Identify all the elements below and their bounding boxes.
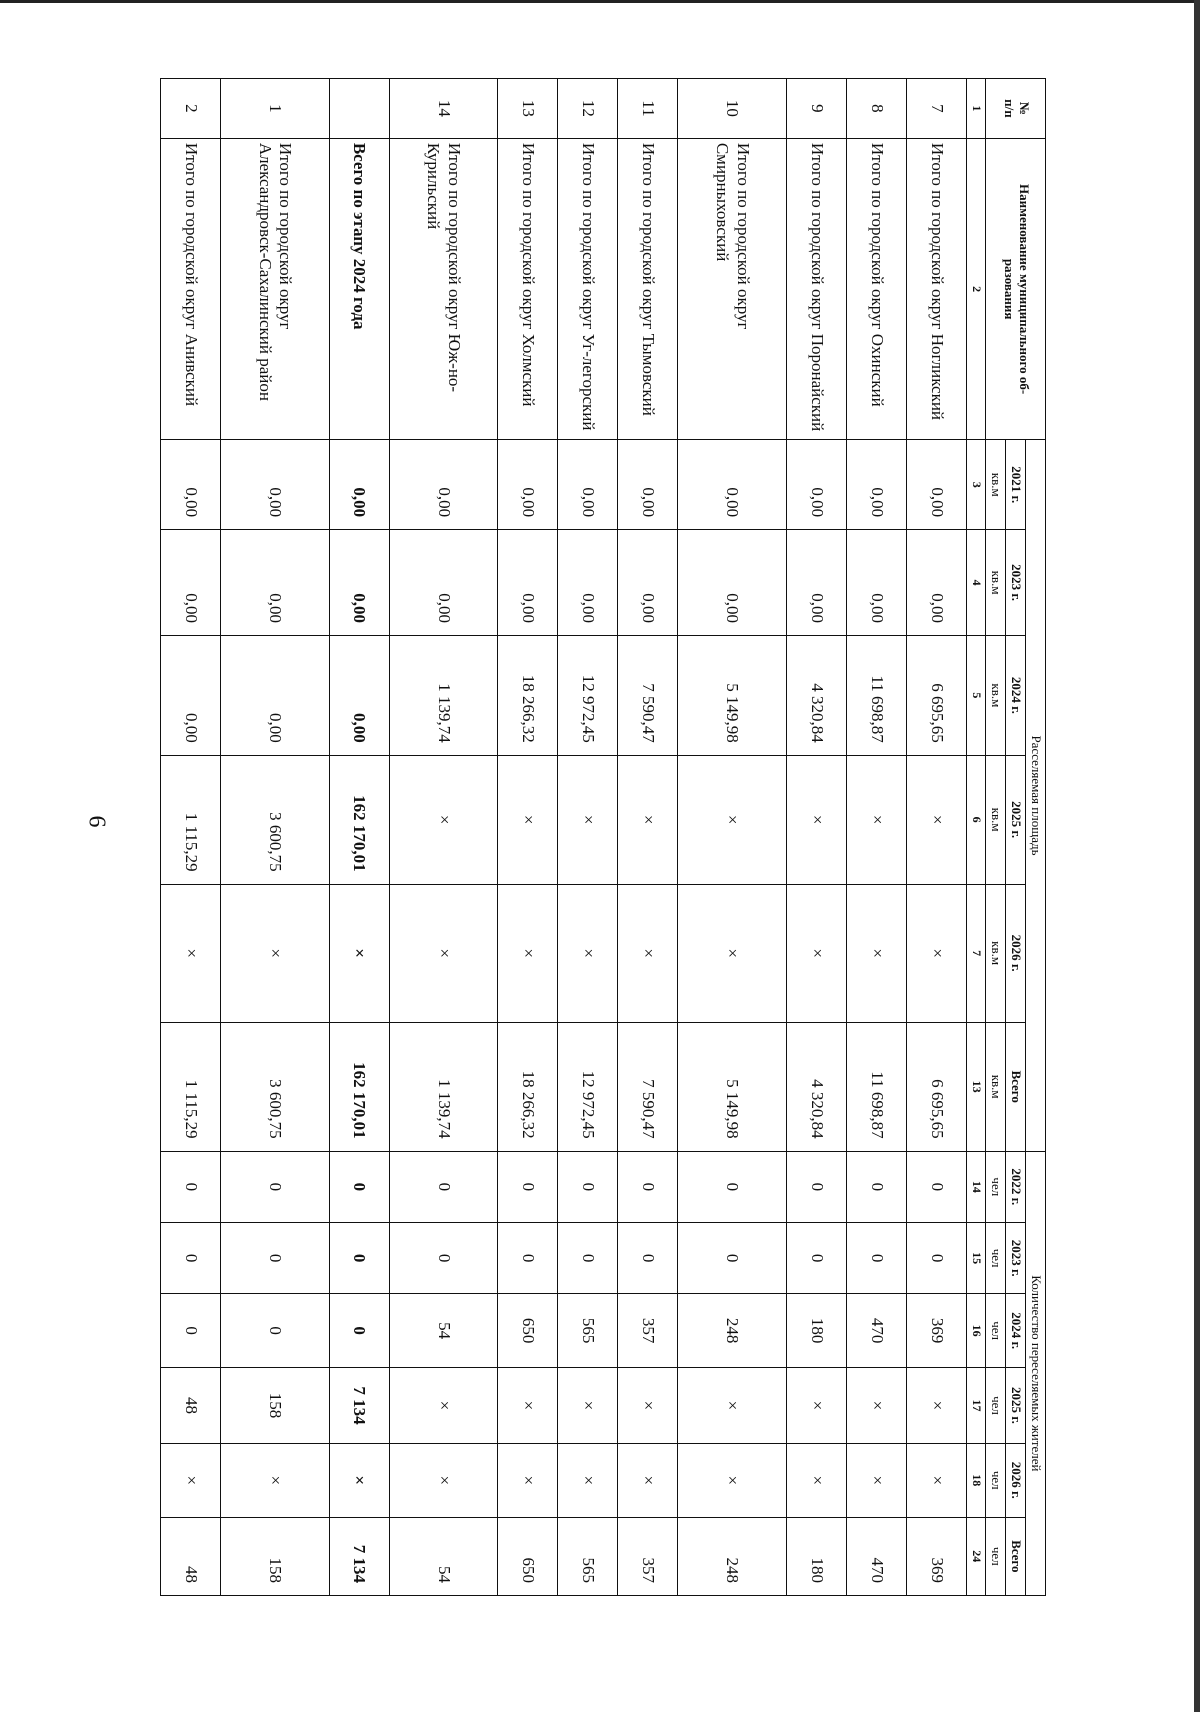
people-total: 369 (907, 1517, 967, 1595)
people-total: 248 (678, 1517, 786, 1595)
area-2021: 0,00 (618, 440, 678, 530)
municipality-name: Итого по городской округ Анивский (161, 138, 221, 440)
area-2026: × (389, 884, 497, 1022)
area-2021: 0,00 (389, 440, 497, 530)
people-2026: × (329, 1443, 389, 1517)
area-total: 12 972,45 (558, 1022, 618, 1151)
people-2024: 54 (389, 1294, 497, 1368)
header-municipality: Наименование муниципального об- разования (986, 138, 1046, 440)
people-2025: × (618, 1367, 678, 1443)
header-area-year: 2024 г. (1006, 636, 1026, 756)
people-total: 48 (161, 1517, 221, 1595)
area-2021: 0,00 (498, 440, 558, 530)
people-2026: × (846, 1443, 906, 1517)
row-number: 14 (389, 79, 497, 139)
area-2023: 0,00 (558, 530, 618, 636)
area-2024: 7 590,47 (618, 636, 678, 756)
municipality-name: Итого по городской округ Александровск-Сахалинский район (221, 138, 329, 440)
people-2026: × (678, 1443, 786, 1517)
area-2026: × (678, 884, 786, 1022)
header-column-number: 2 (967, 138, 986, 440)
header-column-number: 3 (967, 440, 986, 530)
people-2022: 0 (221, 1151, 329, 1222)
row-number: 1 (221, 79, 329, 139)
row-number: 8 (846, 79, 906, 139)
people-2026: × (786, 1443, 846, 1517)
area-2026: × (221, 884, 329, 1022)
area-2024: 1 139,74 (389, 636, 497, 756)
header-column-number: 4 (967, 530, 986, 636)
area-2026: × (329, 884, 389, 1022)
header-people-year: 2022 г. (1006, 1151, 1026, 1222)
area-2023: 0,00 (389, 530, 497, 636)
people-2026: × (618, 1443, 678, 1517)
people-2023: 0 (389, 1222, 497, 1293)
header-people-year: 2023 г. (1006, 1222, 1026, 1293)
people-total: 54 (389, 1517, 497, 1595)
area-total: 1 139,74 (389, 1022, 497, 1151)
resettlement-table (160, 78, 1046, 1596)
header-people-year: 2026 г. (1006, 1443, 1026, 1517)
area-total: 5 149,98 (678, 1022, 786, 1151)
municipality-name: Итого по городской округ Ногликский (907, 138, 967, 440)
area-2021: 0,00 (221, 440, 329, 530)
area-2025: 3 600,75 (221, 755, 329, 884)
area-2026: × (498, 884, 558, 1022)
people-total: 357 (618, 1517, 678, 1595)
area-2025: × (558, 755, 618, 884)
people-2025: 7 134 (329, 1367, 389, 1443)
area-2024: 0,00 (161, 636, 221, 756)
people-2024: 248 (678, 1294, 786, 1368)
scan-top-edge (0, 0, 1200, 3)
people-2024: 369 (907, 1294, 967, 1368)
table-row (786, 79, 846, 1596)
header-column-number: 13 (967, 1022, 986, 1151)
people-2022: 0 (618, 1151, 678, 1222)
people-2023: 0 (329, 1222, 389, 1293)
area-2021: 0,00 (907, 440, 967, 530)
header-group-row (1026, 79, 1046, 1596)
area-2023: 0,00 (678, 530, 786, 636)
header-column-number: 6 (967, 755, 986, 884)
header-area-unit: кв.м (986, 636, 1006, 756)
area-2023: 0,00 (161, 530, 221, 636)
people-2022: 0 (678, 1151, 786, 1222)
table-row (389, 79, 497, 1596)
people-2025: × (558, 1367, 618, 1443)
municipality-name: Итого по городской округ Поронайский (786, 138, 846, 440)
people-2023: 0 (786, 1222, 846, 1293)
people-2022: 0 (786, 1151, 846, 1222)
header-area-unit: кв.м (986, 884, 1006, 1022)
area-2026: × (907, 884, 967, 1022)
header-column-number: 7 (967, 884, 986, 1022)
row-number: 9 (786, 79, 846, 139)
people-2023: 0 (558, 1222, 618, 1293)
people-2023: 0 (678, 1222, 786, 1293)
area-2025: × (907, 755, 967, 884)
header-column-number: 1 (967, 79, 986, 139)
people-2025: × (846, 1367, 906, 1443)
area-2023: 0,00 (846, 530, 906, 636)
area-2026: × (846, 884, 906, 1022)
people-2026: × (161, 1443, 221, 1517)
municipality-name: Итого по городской округ Юж-но-Курильский (389, 138, 497, 440)
area-2025: × (618, 755, 678, 884)
area-2023: 0,00 (907, 530, 967, 636)
row-number: 11 (618, 79, 678, 139)
table-row (221, 79, 329, 1596)
header-people-unit: чел (986, 1517, 1006, 1595)
people-2025: × (389, 1367, 497, 1443)
row-number: 2 (161, 79, 221, 139)
area-2026: × (618, 884, 678, 1022)
row-number: 12 (558, 79, 618, 139)
header-people-unit: чел (986, 1443, 1006, 1517)
area-2024: 18 266,32 (498, 636, 558, 756)
header-people-year: 2025 г. (1006, 1367, 1026, 1443)
area-total: 162 170,01 (329, 1022, 389, 1151)
people-2022: 0 (846, 1151, 906, 1222)
people-2023: 0 (221, 1222, 329, 1293)
area-2024: 6 695,65 (907, 636, 967, 756)
people-2025: 158 (221, 1367, 329, 1443)
area-2023: 0,00 (221, 530, 329, 636)
header-people-group: Количество переселяемых жителей (1026, 1151, 1046, 1595)
table-row (558, 79, 618, 1596)
header-column-number: 17 (967, 1367, 986, 1443)
people-2026: × (221, 1443, 329, 1517)
area-2026: × (161, 884, 221, 1022)
header-people-year: 2024 г. (1006, 1294, 1026, 1368)
area-2021: 0,00 (558, 440, 618, 530)
header-people-unit: чел (986, 1151, 1006, 1222)
header-column-number: 24 (967, 1517, 986, 1595)
municipality-name: Итого по городской округ Холмский (498, 138, 558, 440)
people-2022: 0 (329, 1151, 389, 1222)
area-2021: 0,00 (161, 440, 221, 530)
area-2024: 11 698,87 (846, 636, 906, 756)
area-2021: 0,00 (329, 440, 389, 530)
people-2025: 48 (161, 1367, 221, 1443)
people-2023: 0 (161, 1222, 221, 1293)
header-area-unit: кв.м (986, 440, 1006, 530)
area-2025: 1 115,29 (161, 755, 221, 884)
municipality-name: Итого по городской округ Тымовский (618, 138, 678, 440)
table-total-row (329, 79, 389, 1596)
area-total: 6 695,65 (907, 1022, 967, 1151)
people-2025: × (786, 1367, 846, 1443)
header-area-unit: кв.м (986, 755, 1006, 884)
area-2024: 0,00 (221, 636, 329, 756)
header-area-unit: кв.м (986, 1022, 1006, 1151)
area-2024: 4 320,84 (786, 636, 846, 756)
area-2024: 12 972,45 (558, 636, 618, 756)
people-2026: × (907, 1443, 967, 1517)
people-total: 650 (498, 1517, 558, 1595)
header-area-year: 2023 г. (1006, 530, 1026, 636)
area-2023: 0,00 (618, 530, 678, 636)
table-row (678, 79, 786, 1596)
header-people-unit: чел (986, 1222, 1006, 1293)
people-2025: × (907, 1367, 967, 1443)
header-area-group: Расселяемая площадь (1026, 440, 1046, 1151)
area-2025: 162 170,01 (329, 755, 389, 884)
people-2023: 0 (618, 1222, 678, 1293)
header-area-year: 2026 г. (1006, 884, 1026, 1022)
page-number: 6 (83, 815, 110, 828)
people-2024: 357 (618, 1294, 678, 1368)
people-2022: 0 (558, 1151, 618, 1222)
area-2023: 0,00 (786, 530, 846, 636)
people-2026: × (558, 1443, 618, 1517)
people-2023: 0 (907, 1222, 967, 1293)
people-total: 158 (221, 1517, 329, 1595)
municipality-name: Всего по этапу 2024 года (329, 138, 389, 440)
municipality-name: Итого по городской округ Охинский (846, 138, 906, 440)
header-column-number-row (967, 79, 986, 1596)
table-row (498, 79, 558, 1596)
table-row (161, 79, 221, 1596)
table-row (907, 79, 967, 1596)
people-2024: 0 (329, 1294, 389, 1368)
people-total: 565 (558, 1517, 618, 1595)
people-2023: 0 (846, 1222, 906, 1293)
area-2026: × (786, 884, 846, 1022)
area-2023: 0,00 (498, 530, 558, 636)
header-people-unit: чел (986, 1367, 1006, 1443)
row-number: 13 (498, 79, 558, 139)
row-number: 7 (907, 79, 967, 139)
row-number: 10 (678, 79, 786, 139)
area-2025: × (786, 755, 846, 884)
header-people-year: Всего (1006, 1517, 1026, 1595)
area-2021: 0,00 (786, 440, 846, 530)
people-2023: 0 (498, 1222, 558, 1293)
header-people-unit: чел (986, 1294, 1006, 1368)
people-2024: 0 (161, 1294, 221, 1368)
people-2022: 0 (161, 1151, 221, 1222)
people-2022: 0 (498, 1151, 558, 1222)
area-2025: × (389, 755, 497, 884)
people-2022: 0 (907, 1151, 967, 1222)
area-2023: 0,00 (329, 530, 389, 636)
header-area-year: Всего (1006, 1022, 1026, 1151)
header-column-number: 5 (967, 636, 986, 756)
people-2024: 470 (846, 1294, 906, 1368)
header-area-unit: кв.м (986, 530, 1006, 636)
people-total: 180 (786, 1517, 846, 1595)
area-2025: × (678, 755, 786, 884)
header-column-number: 14 (967, 1151, 986, 1222)
scan-right-edge (1194, 0, 1200, 1712)
people-2025: × (678, 1367, 786, 1443)
area-total: 3 600,75 (221, 1022, 329, 1151)
header-column-number: 16 (967, 1294, 986, 1368)
area-total: 1 115,29 (161, 1022, 221, 1151)
people-2026: × (498, 1443, 558, 1517)
area-2024: 5 149,98 (678, 636, 786, 756)
rotated-table-sheet (160, 78, 1046, 1596)
table-row (618, 79, 678, 1596)
table-row (846, 79, 906, 1596)
people-2024: 0 (221, 1294, 329, 1368)
area-total: 18 266,32 (498, 1022, 558, 1151)
people-2022: 0 (389, 1151, 497, 1222)
area-2021: 0,00 (678, 440, 786, 530)
header-column-number: 18 (967, 1443, 986, 1517)
area-2024: 0,00 (329, 636, 389, 756)
header-no: № п/п (986, 79, 1046, 139)
area-total: 11 698,87 (846, 1022, 906, 1151)
header-column-number: 15 (967, 1222, 986, 1293)
people-2024: 180 (786, 1294, 846, 1368)
people-2026: × (389, 1443, 497, 1517)
header-area-year: 2021 г. (1006, 440, 1026, 530)
area-total: 4 320,84 (786, 1022, 846, 1151)
people-2024: 565 (558, 1294, 618, 1368)
header-area-year: 2025 г. (1006, 755, 1026, 884)
row-number (329, 79, 389, 139)
area-2021: 0,00 (846, 440, 906, 530)
area-2026: × (558, 884, 618, 1022)
people-2025: × (498, 1367, 558, 1443)
area-total: 7 590,47 (618, 1022, 678, 1151)
area-2025: × (498, 755, 558, 884)
people-2024: 650 (498, 1294, 558, 1368)
area-2025: × (846, 755, 906, 884)
people-total: 470 (846, 1517, 906, 1595)
people-total: 7 134 (329, 1517, 389, 1595)
municipality-name: Итого по городской округ Смирныховский (678, 138, 786, 440)
municipality-name: Итого по городской округ Уг-легорский (558, 138, 618, 440)
